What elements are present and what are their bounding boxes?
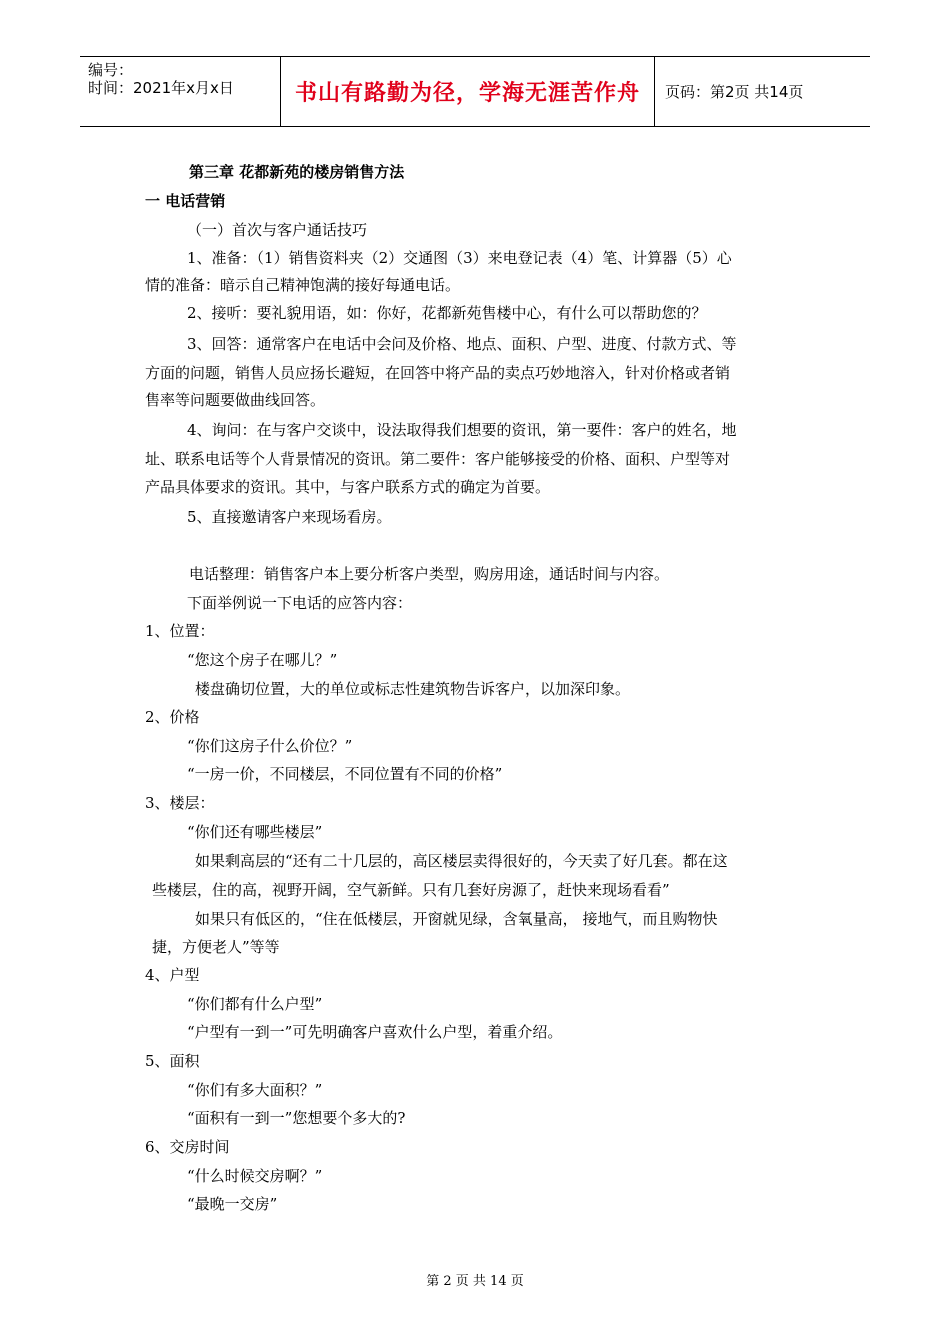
customer-question: “你们都有什么户型” — [187, 995, 323, 1013]
sales-answer: 些楼层，住的高，视野开阔，空气新鲜。只有几套好房源了，赶快来现场看看” — [152, 881, 670, 899]
section-heading: 一 电话营销 — [145, 192, 226, 210]
customer-question: “你们有多大面积？” — [187, 1081, 323, 1099]
number-label: 编号： — [88, 61, 134, 79]
sales-answer: 捷，方便老人”等等 — [152, 938, 280, 956]
paragraph-line: 售率等问题要做曲线回答。 — [145, 391, 326, 409]
paragraph-line: 3、回答：通常客户在电话中会问及价格、地点、面积、户型、进度、付款方式、等 — [187, 335, 737, 353]
item-title: 2、价格 — [145, 708, 200, 726]
sales-answer: 如果只有低区的，“住在低楼层，开窗就见绿，含氧量高， 接地气，而且购物快 — [195, 910, 718, 928]
page-footer: 第 2 页 共 14 页 — [426, 1274, 524, 1289]
paragraph-line: 情的准备：暗示自己精神饱满的接好每通电话。 — [145, 276, 461, 294]
paragraph-line: 1、准备：（1）销售资料夹（2）交通图（3）来电登记表（4）笔、计算器（5）心 — [187, 249, 732, 267]
item-title: 1、位置： — [145, 622, 215, 640]
sales-answer: 楼盘确切位置，大的单位或标志性建筑物告诉客户，以加深印象。 — [195, 680, 631, 698]
header-motto: 书山有路勤为径，学海无涯苦作舟 — [281, 57, 655, 126]
header-page-info: 页码：第2页 共14页 — [665, 83, 804, 101]
paragraph-line: 4、询问：在与客户交谈中，设法取得我们想要的资讯，第一要件：客户的姓名，地 — [187, 421, 737, 439]
item-title: 5、面积 — [145, 1052, 200, 1070]
item-title: 3、楼层： — [145, 794, 215, 812]
customer-question: “你们还有哪些楼层” — [187, 823, 323, 841]
paragraph-line: 产品具体要求的资讯。其中，与客户联系方式的确定为首要。 — [145, 478, 551, 496]
sales-answer: “户型有一到一”可先明确客户喜欢什么户型，着重介绍。 — [187, 1023, 563, 1041]
document-header — [80, 56, 870, 127]
header-meta — [80, 57, 281, 126]
time-label: 时间：2021年x月x日 — [88, 79, 234, 97]
paragraph-line: 2、接听：要礼貌用语，如：你好，花都新苑售楼中心，有什么可以帮助您的？ — [187, 304, 707, 322]
chapter-title: 第三章 花都新苑的楼房销售方法 — [189, 163, 405, 181]
paragraph-line: 方面的问题，销售人员应扬长避短，在回答中将产品的卖点巧妙地溶入，针对价格或者销 — [145, 364, 731, 382]
sales-answer: “最晚一交房” — [187, 1195, 278, 1213]
item-title: 4、户型 — [145, 966, 200, 984]
sales-answer: “一房一价，不同楼层，不同位置有不同的价格” — [187, 765, 503, 783]
paragraph-line: 址、联系电话等个人背景情况的资讯。第二要件：客户能够接受的价格、面积、户型等对 — [145, 450, 731, 468]
subsection-heading: （一）首次与客户通话技巧 — [187, 221, 368, 239]
item-title: 6、交房时间 — [145, 1138, 230, 1156]
customer-question: “什么时候交房啊？” — [187, 1167, 323, 1185]
paragraph-line: 下面举例说一下电话的应答内容： — [187, 594, 413, 612]
customer-question: “你们这房子什么价位？” — [187, 737, 353, 755]
sales-answer: “面积有一到一”您想要个多大的? — [187, 1109, 406, 1127]
paragraph-line: 电话整理：销售客户本上要分析客户类型，购房用途，通话时间与内容。 — [189, 565, 670, 583]
sales-answer: 如果剩高层的“还有二十几层的，高区楼层卖得很好的，今天卖了好几套。都在这 — [195, 852, 728, 870]
paragraph-line: 5、直接邀请客户来现场看房。 — [187, 508, 392, 526]
customer-question: “您这个房子在哪儿？” — [187, 651, 338, 669]
